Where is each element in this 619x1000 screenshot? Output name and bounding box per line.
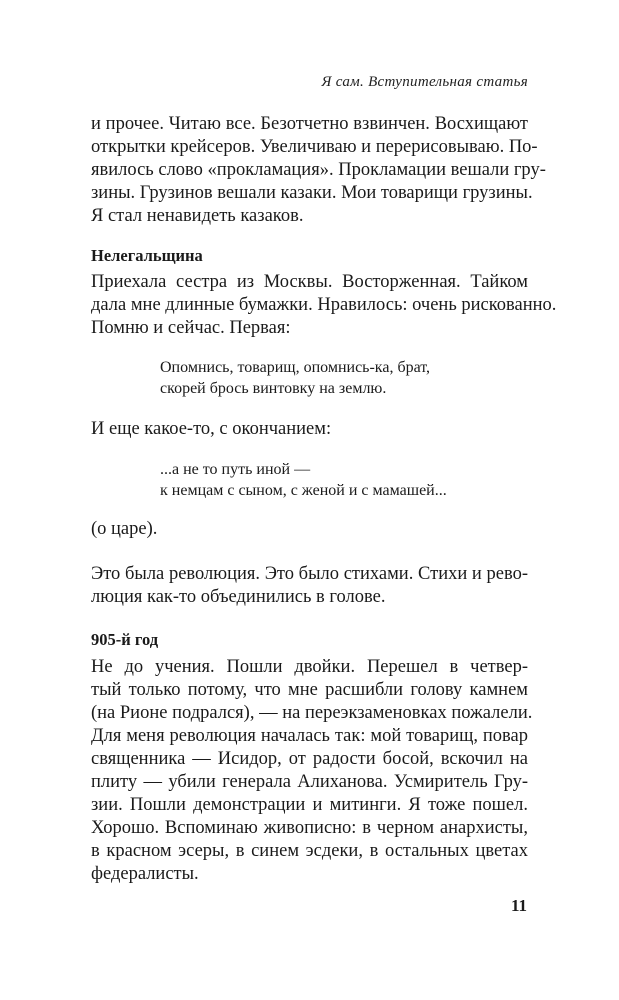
paragraph-revolution xyxy=(91,563,528,609)
text-line: открытки крейсеров. Увеличиваю и перерисовываю. По- xyxy=(91,137,538,157)
text-line: Это была революция. Это было стихами. Стихи и рево- xyxy=(91,564,528,584)
text-line: плиту — убили генерала Алиханова. Усмиритель Гру- xyxy=(91,772,528,792)
paragraph-tsar xyxy=(91,518,528,541)
paragraph-905 xyxy=(91,656,533,886)
text-line: зии. Пошли демонстрации и митинги. Я тоже пошел. xyxy=(91,795,528,815)
text-line: (о царе). xyxy=(91,519,158,539)
verse-line: Опомнись, товарищ, опомнись-ка, брат, xyxy=(160,359,431,376)
paragraph-intro xyxy=(91,113,546,228)
text-line: в красном эсеры, в синем эсдеки, в остальных цветах xyxy=(91,841,528,861)
text-line: Приехала сестра из Москвы. Восторженная. Тайком xyxy=(91,272,528,292)
text-line: (на Рионе подрался), — на переэкзаменовках пожалели. xyxy=(91,703,533,723)
verse-quote-2 xyxy=(160,459,447,501)
verse-line: ...а не то путь иной — xyxy=(160,461,311,478)
running-head: Я сам. Вступительная статья xyxy=(321,74,528,90)
paragraph-sister xyxy=(91,271,557,340)
page-number: 11 xyxy=(510,896,527,915)
text-line: Помню и сейчас. Первая: xyxy=(91,318,291,338)
text-line: федералисты. xyxy=(91,864,199,884)
text-line: дала мне длинные бумажки. Нравилось: очень рискованно. xyxy=(91,295,557,315)
section-heading-underground: Нелегальщина xyxy=(91,246,203,265)
verse-line: к немцам с сыном, с женой и с мамашей... xyxy=(160,482,447,499)
text-line: Я стал ненавидеть казаков. xyxy=(91,206,304,226)
text-line: тый только потому, что мне расшибли голову камнем xyxy=(91,680,528,700)
text-line: люция как-то объединились в голове. xyxy=(91,587,386,607)
section-heading-905: 905-й год xyxy=(91,630,159,649)
verse-quote-1 xyxy=(160,357,430,399)
text-line: зины. Грузинов вешали казаки. Мои товарищи грузины. xyxy=(91,183,533,203)
paragraph-ending xyxy=(91,418,528,441)
text-line: священника — Исидор, от радости босой, вскочил на xyxy=(91,749,528,769)
text-line: явилось слово «прокламация». Прокламации вешали гру- xyxy=(91,160,546,180)
verse-line: скорей брось винтовку на землю. xyxy=(160,380,387,397)
text-line: Не до учения. Пошли двойки. Перешел в четвер- xyxy=(91,657,528,677)
text-line: Для меня революция началась так: мой товарищ, повар xyxy=(91,726,528,746)
text-line: и прочее. Читаю все. Безотчетно взвинчен. Восхищают xyxy=(91,114,528,134)
text-line: И еще какое-то, с окончанием: xyxy=(91,419,332,439)
text-line: Хорошо. Вспоминаю живописно: в черном анархисты, xyxy=(91,818,528,838)
